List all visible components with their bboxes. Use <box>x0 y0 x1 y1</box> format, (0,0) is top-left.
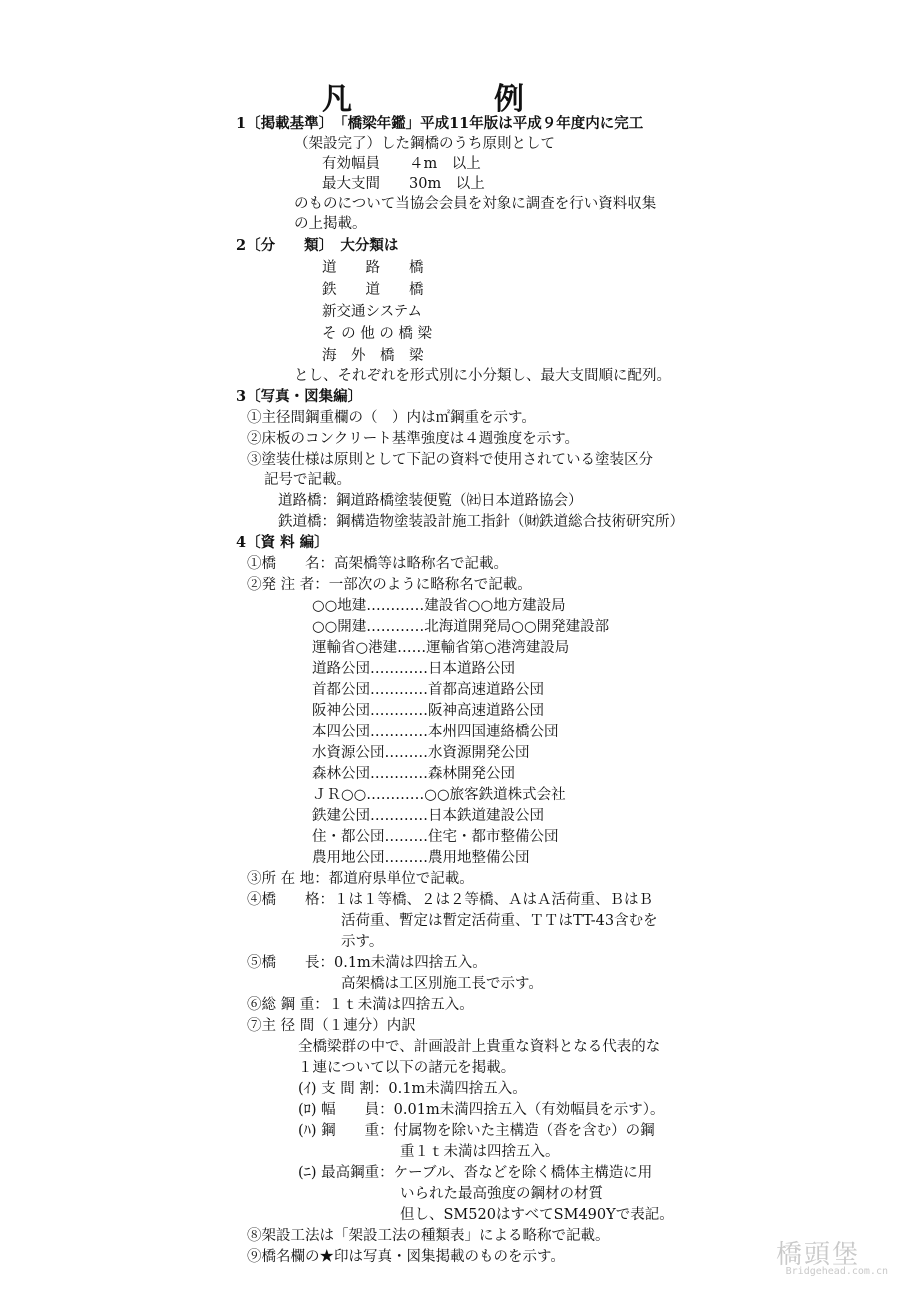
text-line: ③塗装仕様は原則として下記の資料で使用されている塗装区分 <box>247 452 653 468</box>
page-title: 凡 例 <box>322 82 580 117</box>
text-line: ⑤橋 長：0.1m未満は四捨五入。 <box>247 955 487 971</box>
abbreviation-row: 道路公団…………日本道路公団 <box>312 661 515 677</box>
text-line: ④橋 格：１は１等橋、２は２等橋、ＡはＡ活荷重、ＢはＢ <box>247 892 653 908</box>
text-line: 但し、SM520はすべてSM490Yで表記。 <box>400 1207 674 1223</box>
text-line: 示す。 <box>341 934 384 950</box>
text-line: １連について以下の諸元を掲載。 <box>298 1060 516 1076</box>
text-line: ②発 注 者：一部次のように略称名で記載。 <box>247 577 532 593</box>
abbreviation-row: 運輸省○港建……運輸省第○港湾建設局 <box>312 640 570 656</box>
text-line: ⑨橋名欄の★印は写真・図集掲載のものを示す。 <box>247 1249 565 1265</box>
text-line: ⑧架設工法は「架設工法の種類表」による略称で記載。 <box>247 1228 610 1244</box>
text-line: ①主径間鋼重欄の（ ）内は㎡鋼重を示す。 <box>247 410 536 426</box>
category-item: 海 外 橋 梁 <box>322 348 424 364</box>
spec-item: (ﾛ) 幅 員：0.01m未満四捨五入（有効幅員を示す）。 <box>298 1102 665 1118</box>
spec-item: (ﾆ) 最高鋼重：ケーブル、沓などを除く橋体主構造に用 <box>298 1165 653 1181</box>
section-4-heading: 4〔資 料 編〕 <box>236 534 329 551</box>
abbreviation-row: 阪神公団…………阪神高速道路公団 <box>312 703 544 719</box>
abbreviation-row: 首都公団…………首都高速道路公団 <box>312 682 544 698</box>
text-line: の上掲載。 <box>294 216 367 232</box>
text-line: 重１ｔ未満は四捨五入。 <box>400 1144 560 1160</box>
spec-item: (ｲ) 支 間 割：0.1m未満四捨五入。 <box>298 1081 527 1097</box>
text-line: のものについて当協会会員を対象に調査を行い資料収集 <box>294 196 657 212</box>
text-line: 活荷重、暫定は暫定活荷重、ＴＴはTT-43含むを <box>341 913 658 929</box>
abbreviation-row: 農用地公団………農用地整備公団 <box>312 850 530 866</box>
abbreviation-row: ○○開建…………北海道開発局○○開発建設部 <box>312 619 610 635</box>
section-3-heading: 3〔写真・図集編〕 <box>236 388 363 405</box>
abbreviation-row: 森林公団…………森林開発公団 <box>312 766 515 782</box>
category-item: そ の 他 の 橋 梁 <box>322 326 433 342</box>
text-line: とし、それぞれを形式別に小分類し、最大支間順に配列。 <box>294 368 671 384</box>
text-line: いられた最高強度の鋼材の材質 <box>400 1186 603 1202</box>
section-1-heading: 1〔掲載基準〕 「橋梁年鑑」平成11年版は平成９年度内に完工 <box>236 115 644 132</box>
text-line: ②床板のコンクリート基準強度は４週強度を示す。 <box>247 431 580 447</box>
watermark-url: Bridgehead.com.cn <box>785 1266 888 1277</box>
watermark-logo: 橋頭堡 <box>775 1240 860 1270</box>
text-line: 道路橋：鋼道路橋塗装便覧（㈳日本道路協会） <box>278 493 583 509</box>
abbreviation-row: 本四公団…………本州四国連絡橋公団 <box>312 724 559 740</box>
text-line: ③所 在 地：都道府県単位で記載。 <box>247 871 474 887</box>
text-line: ⑦主 径 間（１連分）内訳 <box>247 1018 416 1034</box>
abbreviation-row: 鉄建公団…………日本鉄道建設公団 <box>312 808 544 824</box>
abbreviation-row: 水資源公団………水資源開発公団 <box>312 745 530 761</box>
text-line: 鉄道橋：鋼構造物塗装設計施工指針（㈶鉄道総合技術研究所） <box>278 514 684 530</box>
category-item: 道 路 橋 <box>322 260 424 276</box>
section-2-heading: 2〔分 類〕 大分類は <box>236 237 399 254</box>
abbreviation-row: 住・都公団………住宅・都市整備公団 <box>312 829 559 845</box>
abbreviation-row: ○○地建…………建設省○○地方建設局 <box>312 598 566 614</box>
spec-item: (ﾊ) 鋼 重：付属物を除いた主構造（沓を含む）の鋼 <box>298 1123 655 1139</box>
text-line: 全橋梁群の中で、計画設計上貴重な資料となる代表的な <box>298 1039 661 1055</box>
category-item: 新交通システム <box>322 304 423 320</box>
category-item: 鉄 道 橋 <box>322 282 424 298</box>
abbreviation-row: ＪＲ○○…………○○旅客鉄道株式会社 <box>312 787 566 803</box>
text-line: ①橋 名：高架橋等は略称名で記載。 <box>247 556 508 572</box>
text-line: 記号で記載。 <box>264 472 351 488</box>
text-line: 最大支間 30m 以上 <box>322 176 485 192</box>
text-line: 有効幅員 ４m 以上 <box>322 156 481 172</box>
text-line: ⑥総 鋼 重：１ｔ未満は四捨五入。 <box>247 997 474 1013</box>
text-line: 高架橋は工区別施工長で示す。 <box>341 976 543 992</box>
text-line: （架設完了）した鋼橋のうち原則として <box>294 136 555 152</box>
